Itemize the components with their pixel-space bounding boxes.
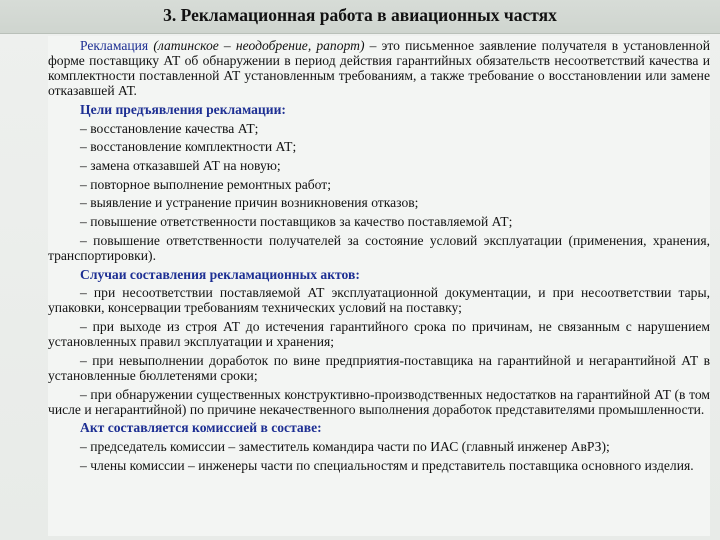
list-item: – повышение ответственности поставщиков за качество поставляемой АТ; [80,214,513,230]
page-title: 3. Рекламационная работа в авиационных частях [163,5,557,25]
body-text [48,38,710,473]
list-item: – председатель комиссии – заместитель командира части по ИАС (главный инженер АвРЗ); [80,439,610,455]
goals-heading: Цели предъявления рекламации: [80,101,286,117]
list-item: – при обнаружении существенных конструктивно-производственных недостатков на гарантийной АТ (в том числе и негарантийной) по причине некачественного выполнения доработок представителями промышленности. [48,386,710,417]
commission-heading: Акт составляется комиссией в составе: [80,420,322,436]
intro-paragraph [48,38,710,98]
list-item: – при выходе из строя АТ до истечения гарантийного срока по причинам, не связанным с нарушением установленных правил эксплуатации и хранения; [48,319,710,350]
list-item: – при несоответствии поставляемой АТ эксплуатационной документации, и при несоответствии тары, упаковки, консервации требованиям технических условий на поставку; [48,285,710,316]
list-item: – замена отказавшей АТ на новую; [80,158,281,174]
intro-term: Рекламация [80,38,149,53]
intro-paren: (латинское – неодобрение, рапорт) [153,38,365,53]
list-item: – члены комиссии – инженеры части по специальностям и представитель поставщика основного изделия. [80,457,694,473]
list-item: – повторное выполнение ремонтных работ; [80,176,332,192]
list-item: – при невыполнении доработок по вине предприятия-поставщика на гарантийной и негарантийной АТ в установленные бюллетенями сроки; [48,352,710,383]
list-item: – восстановление комплектности АТ; [80,139,297,155]
list-item: – восстановление качества АТ; [80,120,259,136]
intro-text: – это письменное заявление получателя в установленной форме поставщику АТ об обнаружении в период действия гарантийных обязательств несоответствий качества и комплектности поставленной АТ установленным требованиям, а также требование о восстановлении или замене отказавшей АТ. [48,38,710,99]
title-bar [0,0,720,34]
cases-heading: Случаи составления рекламационных актов: [80,266,360,282]
list-item: – выявление и устранение причин возникновения отказов; [80,195,419,211]
list-item: – повышение ответственности получателей за состояние условий эксплуатации (применения, хранения, транспортировки). [48,232,710,263]
